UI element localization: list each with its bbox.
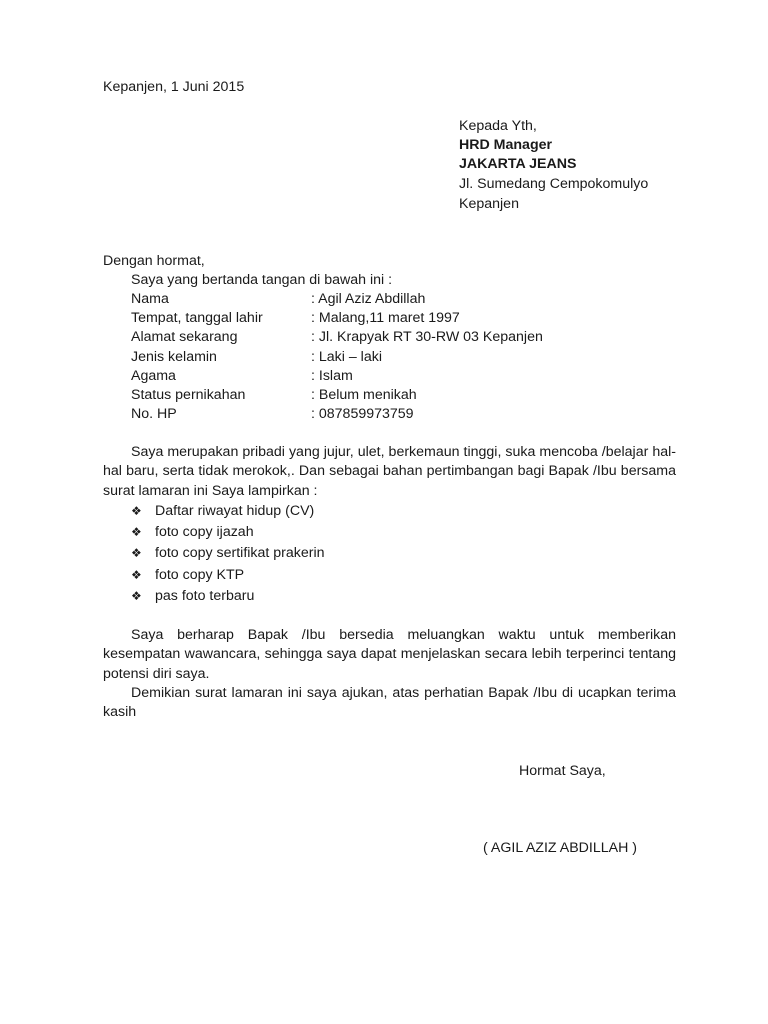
detail-label: Nama [131,291,169,307]
detail-row [131,290,425,309]
diamond-bullet-icon: ❖ [131,546,142,560]
attachment-text: Daftar riwayat hidup (CV) [155,503,315,519]
detail-row [131,328,543,347]
diamond-bullet-icon: ❖ [131,568,142,582]
diamond-bullet-icon: ❖ [131,525,142,539]
detail-value: : 087859973759 [311,406,414,422]
list-item [131,502,314,521]
diamond-bullet-icon: ❖ [131,504,142,518]
list-item [131,566,244,585]
detail-value: : Laki – laki [311,349,382,365]
detail-value: : Islam [311,368,353,384]
recipient-to: Kepada Yth, [459,118,537,134]
detail-label: No. HP [131,406,177,422]
place-date: Kepanjen, 1 Juni 2015 [103,79,245,95]
list-item [131,523,254,542]
greeting: Dengan hormat, [103,253,205,269]
detail-label: Alamat sekarang [131,329,238,345]
detail-row [131,386,417,405]
detail-label: Tempat, tanggal lahir [131,310,263,326]
attachment-text: pas foto terbaru [155,588,255,604]
list-item [131,587,254,606]
detail-value: : Agil Aziz Abdillah [311,291,426,307]
detail-row [131,309,460,328]
detail-label: Status pernikahan [131,387,246,403]
detail-value: : Jl. Krapyak RT 30-RW 03 Kepanjen [311,329,543,345]
closing-salutation: Hormat Saya, [519,763,606,779]
detail-label: Agama [131,368,176,384]
recipient-street: Jl. Sumedang Cempokomulyo [459,176,649,192]
attachment-text: foto copy sertifikat prakerin [155,545,325,561]
detail-row [131,367,353,386]
intro-line: Saya yang bertanda tangan di bawah ini : [131,272,393,288]
recipient-company: JAKARTA JEANS [459,156,577,172]
attachment-text: foto copy KTP [155,567,245,583]
detail-value: : Belum menikah [311,387,417,403]
detail-row [131,405,414,424]
list-item [131,544,325,563]
detail-value: : Malang,11 maret 1997 [311,310,460,326]
attachment-text: foto copy ijazah [155,524,254,540]
signature-name: ( AGIL AZIZ ABDILLAH ) [483,840,638,856]
detail-row [131,348,382,367]
diamond-bullet-icon: ❖ [131,589,142,603]
paragraph-request: Saya berharap Bapak /Ibu bersedia meluangkan waktu untuk memberikan kesempatan wawancara, sehingga saya dapat menjelaskan secara lebih terperinci tentang potensi diri saya. [103,627,676,682]
detail-label: Jenis kelamin [131,349,217,365]
recipient-position: HRD Manager [459,137,553,153]
paragraph-personal: Saya merupakan pribadi yang jujur, ulet, berkemaun tinggi, suka mencoba /belajar hal-hal baru, serta tidak merokok,. Dan sebagai bahan pertimbangan bagi Bapak /Ibu bersama surat lamaran ini Saya lampirkan : [103,444,676,499]
paragraph-closing: Demikian surat lamaran ini saya ajukan, atas perhatian Bapak /Ibu di ucapkan terima kasih [103,685,676,721]
recipient-city: Kepanjen [459,196,519,212]
